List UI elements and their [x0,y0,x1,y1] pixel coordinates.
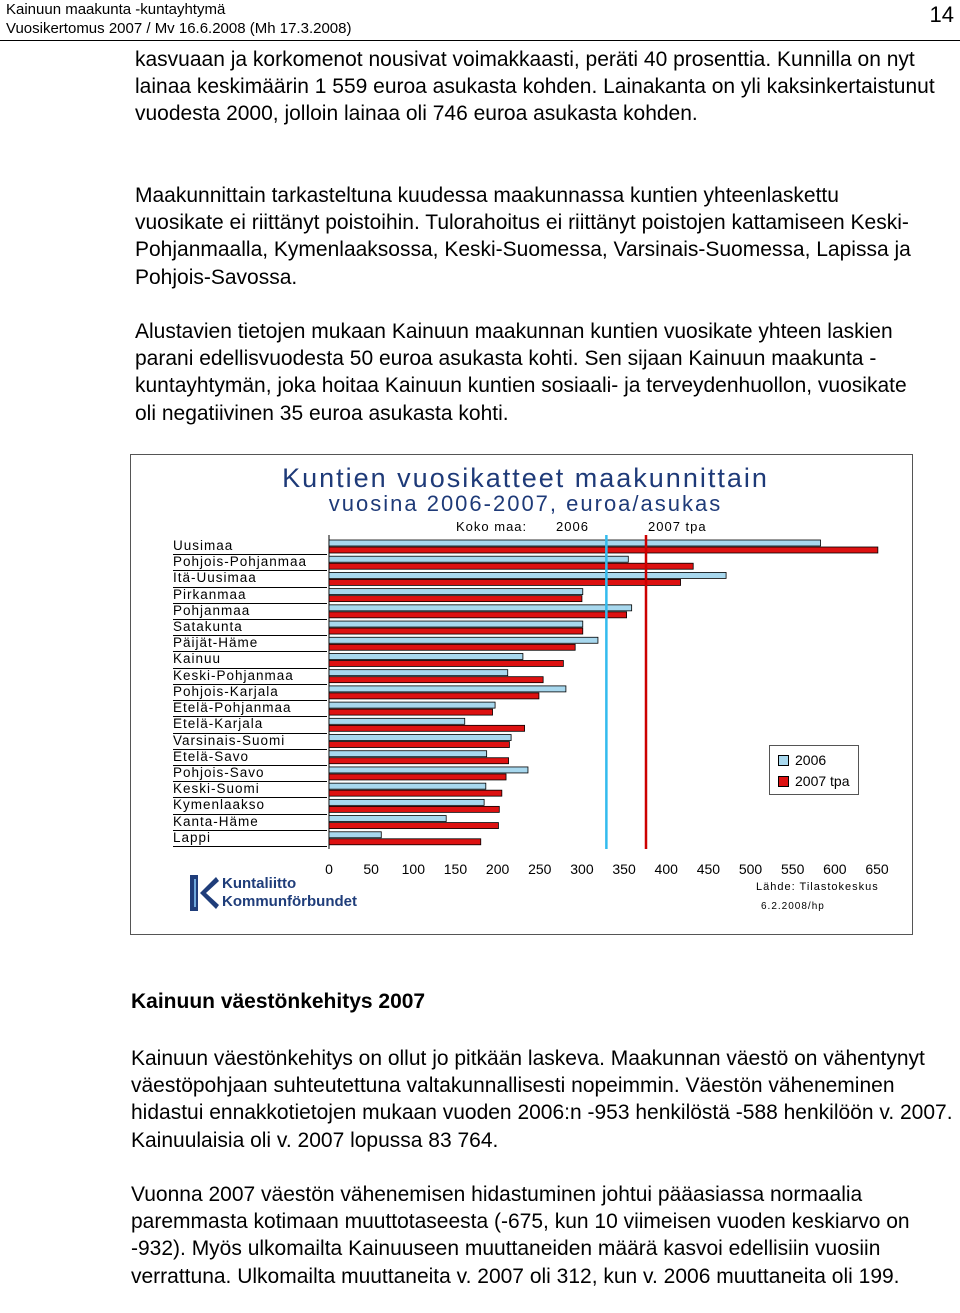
category-label: Keski-Pohjanmaa [173,667,294,683]
category-label: Etelä-Karjala [173,716,264,732]
bar-2007-7 [329,660,563,666]
bar-2007-6 [329,644,575,650]
bar-2007-17 [329,823,498,829]
category-label: Itä-Uusimaa [173,570,257,586]
legend-swatch-2007 [778,776,789,787]
logo-text-line-1: Kuntaliitto [222,875,297,892]
category-label: Päijät-Häme [173,635,259,651]
legend-item-2007 [778,773,850,789]
chart-subtitle: vuosina 2006-2007, euroa/asukas [328,491,723,516]
bar-2007-15 [329,790,502,796]
paragraph-bottom-1: Kainuun väestönkehitys on ollut jo pitkään laskeva. Maakunnan väestö on vähentynyt väestöpohjaan suhteutettuna valtakunnallisesti nopeimmin. Väestön väheneminen hidastui ennakkotietojen mukaan vuoden 2006:n -953 henkilöstä -588 henkilöön v. 2007. Kainuulaisia oli v. 2007 lopussa 83 764. [131,1047,953,1152]
category-label: Pohjois-Savo [173,764,265,780]
header-text [6,0,351,38]
category-label: Satakunta [173,619,243,635]
bar-2006-3 [329,589,583,595]
bar-2006-5 [329,621,583,627]
bar-2007-8 [329,677,543,683]
reference-label-2007: 2007 tpa [648,519,707,534]
chart-date: 6.2.2008/hp [761,901,825,912]
category-label: Pohjois-Karjala [173,683,279,699]
section-heading: Kainuun väestönkehitys 2007 [131,990,426,1013]
bar-2007-2 [329,579,681,585]
category-label: Kainuu [173,651,222,667]
x-tick-label: 600 [823,861,847,877]
x-tick-label: 50 [363,861,379,877]
legend-swatch-2006 [778,755,789,766]
bar-2006-15 [329,783,486,789]
bar-2006-8 [329,670,508,676]
bar-2007-16 [329,806,499,812]
bar-2007-13 [329,758,509,764]
category-label: Pohjois-Pohjanmaa [173,554,308,570]
kuntaliitto-logo [186,873,376,913]
paragraph-top-3: Alustavien tietojen mukaan Kainuun maakunnan kuntien vuosikate yhteen laskien parani edellisvuodesta 50 euroa asukasta kohti. Sen sijaan Kainuun maakunta -kuntayhtymän, joka hoitaa Kainuun kuntien sosiaali- ja terveydenhuollon, vuosikate oli negatiivinen 35 euroa asukasta kohti. [135,320,907,425]
category-label: Uusimaa [173,538,234,553]
category-label: Varsinais-Suomi [173,732,286,748]
bar-2006-16 [329,799,484,805]
x-tick-label: 100 [401,861,425,877]
category-label: Etelä-Savo [173,748,250,764]
reference-label-2006: 2006 [556,519,589,534]
bar-2006-4 [329,605,632,611]
bar-2006-2 [329,572,726,578]
header-rule [0,40,960,41]
bar-2007-9 [329,693,539,699]
paragraph-bottom-2: Vuonna 2007 väestön vähenemisen hidastuminen johtui pääasiassa normaalia paremmasta kotimaan muuttotaseesta (-675, kun 10 viimeisen vuoden keskiarvo on -932). Myös ulkomailta Kainuuseen muuttaneiden määrä kasvoi edellisiin vuosiin verrattuna. Ulkomailta muuttaneita v. 2007 oli 312, kun v. 2006 muuttaneita oli 199. [131,1183,910,1288]
legend-item-2006 [778,752,826,768]
bar-2006-1 [329,556,628,562]
bar-2006-10 [329,702,495,708]
chart-container [130,454,913,935]
bar-2007-1 [329,563,693,569]
bar-2007-11 [329,725,525,731]
bar-2007-3 [329,596,582,602]
chart-source: Lähde: Tilastokeskus [756,881,879,893]
bar-2007-4 [329,612,627,618]
x-tick-label: 500 [738,861,763,877]
bar-2006-13 [329,751,487,757]
bar-2007-0 [329,547,878,553]
category-label: Keski-Suomi [173,781,260,797]
kuntaliitto-logo-icon [186,873,220,913]
paragraph-top-2: Maakunnittain tarkasteltuna kuudessa maakunnassa kuntien yhteenlaskettu vuosikate ei riittänyt poistoihin. Tulorahoitus ei riittänyt poistojen kattamiseen Keski-Pohjanmaalla, Kymenlaaksossa, Keski-Suomessa, Varsinais-Suomessa, Lapissa ja Pohjois-Savossa. [135,184,911,289]
paragraph-top-1: kasvuaan ja korkomenot nousivat voimakkaasti, peräti 40 prosenttia. Kunnilla on nyt lainaa keskimäärin 1 559 euroa asukasta kohden. Lainakanta on yli kaksinkertaistunut vuodesta 2000, jolloin lainaa oli 746 euroa asukasta kohden. [135,48,935,126]
category-label: Pohjanmaa [173,602,251,618]
category-label: Lappi [173,829,212,845]
bar-2006-12 [329,735,511,741]
x-tick-label: 0 [325,861,333,877]
bar-2007-18 [329,839,481,845]
bar-2006-6 [329,637,598,643]
category-label: Kanta-Häme [173,813,259,829]
category-label: Kymenlaakso [173,797,266,813]
header-line-2: Vuosikertomus 2007 / Mv 16.6.2008 (Mh 17.3.2008) [6,20,352,37]
x-tick-label: 300 [570,861,594,877]
header-line-1: Kainuun maakunta -kuntayhtymä [6,1,226,18]
reference-label: Koko maa: [456,519,528,534]
bar-2007-12 [329,742,509,748]
x-tick-label: 550 [781,861,805,877]
bar-2006-11 [329,718,465,724]
bar-2006-0 [329,540,821,546]
bar-2006-14 [329,767,528,773]
legend-label-2006: 2006 [795,752,827,768]
x-tick-label: 650 [865,861,889,877]
chart-title: Kuntien vuosikatteet maakunnittain [282,463,769,493]
logo-text-line-2: Kommunförbundet [222,893,357,910]
chart-legend [769,745,859,795]
x-tick-label: 350 [612,861,636,877]
x-tick-label: 400 [654,861,678,877]
page-number: 14 [929,2,954,27]
legend-label-2007: 2007 tpa [795,773,850,789]
bar-2006-7 [329,653,523,659]
bar-2006-9 [329,686,566,692]
x-tick-label: 450 [696,861,721,877]
x-tick-label: 250 [528,861,552,877]
bar-2007-10 [329,709,493,715]
x-tick-label: 150 [443,861,468,877]
bar-2006-17 [329,816,446,822]
category-label: Etelä-Pohjanmaa [173,700,292,716]
bar-2006-18 [329,832,381,838]
bar-2007-5 [329,628,583,634]
category-label: Pirkanmaa [173,586,247,602]
x-tick-label: 200 [485,861,510,877]
bar-2007-14 [329,774,506,780]
